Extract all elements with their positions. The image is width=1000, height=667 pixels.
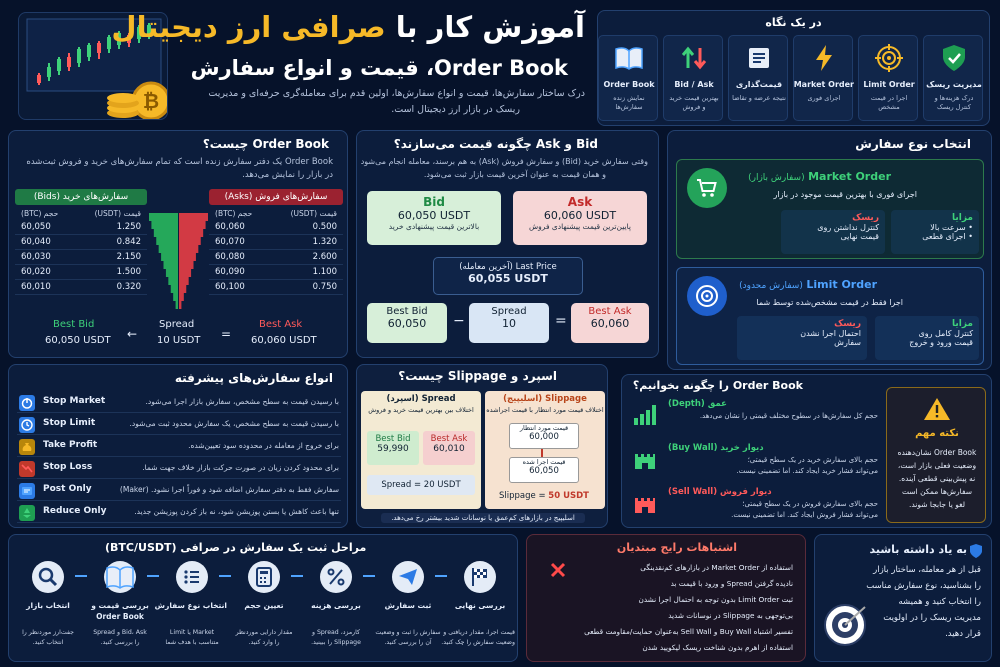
ask-card-label: Ask [567,195,593,209]
glance-item-title: Bid / Ask [674,80,714,89]
executed-price-label: قیمت اجرا شده [522,458,566,466]
depth-ask-step [179,229,203,237]
read-orderbook-row [628,483,880,525]
page-subtitle: Order Book، قیمت و انواع سفارش [190,56,568,80]
orderbook-desc-1: Order Book یک دفتر سفارش زنده است که تمام سفارش‌های خرید و فروش ثبت‌شده [26,157,333,167]
remember-title: به یاد داشته باشید [869,543,967,556]
mistakes-title: اشتباهات رایج مبتدیان [616,541,737,554]
glance-item-desc: نمایش زنده سفارش‌ها [613,94,645,111]
intro-line-1: درک ساختار سفارش‌ها، قیمت و انواع سفارش‌ها، اولین قدم برای معامله‌گری حرفه‌ای و مدیریت [208,88,585,99]
advanced-order-name: Stop Loss [43,462,93,472]
bids-row-volume: 1.500 [116,267,141,277]
bid-card-label: Bid [423,195,445,209]
advanced-order-name: Take Profit [43,440,98,450]
asks-row [209,220,343,235]
flow-step-title: بررسی هزینه [311,601,361,610]
slippage-eq-label: Slippage [499,491,536,501]
slippage-card-title: Slippage (اسلیپیج) [503,394,587,404]
summary-best-ask-value: 60,060 USDT [251,335,317,346]
bid-card-value: 60,050 USDT [397,209,471,222]
depth-bid-step [149,213,178,221]
search-icon [32,561,64,593]
mistake-item: استفاده از اهرم بدون شناخت ریسک لیکویید شدن [642,643,793,652]
power-icon [19,395,35,411]
bids-row-price: 60,050 [21,222,51,232]
bids-col-price: قیمت (USDT) [94,209,141,218]
expected-price-value: 60,000 [529,432,559,442]
last-price-box [433,257,583,295]
asks-row-volume: 0.500 [312,222,337,232]
flow-step-desc-2: وضعیت سفارش را چک کنید. [441,639,515,646]
important-line: Order Book نشان‌دهنده [897,448,977,457]
spread-best-ask [423,431,475,465]
depth-ask-step [179,269,191,277]
last-price-value: 60,055 USDT [468,272,548,285]
important-line: نه پیش‌بینی قطعی آینده. [898,474,976,483]
ask-card [513,191,647,245]
summary-best-bid-label: Best Bid [53,319,95,330]
remember-line: قرار دهید. [945,629,981,639]
target-arrow-icon [821,601,869,649]
advanced-order-desc: برای محدود کردن زیان در صورت حرکت بازار خلاف جهت شما. [142,463,339,472]
asks-row-price: 60,100 [215,282,245,292]
bids-row-price: 60,040 [21,237,51,247]
advanced-order-desc: تنها باعث کاهش یا بستن پوزیشن شود، نه باز کردن پوزیشن جدید. [134,507,339,516]
bids-row-price: 60,010 [21,282,51,292]
depth-ask-step [179,253,196,261]
slippage-equation [499,491,589,501]
depth-bid-step [151,221,178,229]
ask-card-value: 60,060 USDT [543,209,617,222]
spread-card-title: Spread (اسپرد) [386,394,456,404]
intro-line-2: ریسک در بازار ارز دیجیتال است. [391,104,520,115]
depth-bid-step [176,301,178,309]
market-order-heading [748,170,891,183]
close-x-icon [549,561,567,579]
last-price-label: Last Price (آخرین معامله) [459,262,557,272]
depth-ask-step [179,221,206,229]
flow-step-title: انتخاب نوع سفارش [154,601,227,610]
eq-best-bid-value: 60,050 [387,317,427,330]
bids-row [15,265,147,280]
depth-ask-step [179,245,198,253]
read-orderbook-title: Order Book را چگونه بخوانیم؟ [632,379,803,392]
asks-table [209,189,343,309]
advanced-order-row [17,437,341,457]
market-risk-title: ریسک [852,213,879,223]
spread-title: اسپرد و Slippage چیست؟ [398,369,557,383]
bids-row-volume: 2.150 [116,252,141,262]
glance-item-3 [793,35,853,121]
limit-pros-2: قیمت ورود و خروج [909,338,973,347]
limit-risk-title: ریسک [834,319,861,329]
spread-best-ask-label: Best Ask [430,434,468,444]
limit-risk-2: سفارش [834,338,861,347]
asks-row [209,250,343,265]
flow-step-desc-1: کارمزد، Spread و [311,629,361,636]
summary-equals: = [221,327,232,341]
order-flow-panel [8,534,518,662]
flow-step-desc-1: جفت‌ارز موردنظر را [22,629,74,636]
glance-item-5 [663,35,723,121]
shield-icon [969,543,983,559]
mistakes-panel [526,534,806,662]
advanced-order-row [17,459,341,479]
bids-table [15,189,147,309]
advanced-order-row [17,503,341,523]
slippage-eq-value: 50 USDT [548,491,589,501]
read-row-desc-2: می‌تواند فشار فروش ایجاد کند. اما تضمینی نیست. [731,511,878,519]
executed-price-value: 60,050 [529,466,559,476]
limit-risk-1: احتمال اجرا نشدن [800,329,861,338]
bid-card-desc: بالاترین قیمت پیشنهادی خرید [388,222,480,231]
eq-spread-value: 10 [502,317,516,330]
recycle-icon [19,505,35,521]
advanced-order-desc: برای خروج از معامله در محدوده سود تعیین‌شده. [188,441,339,450]
list-icon [176,561,208,593]
remember-heading [869,543,967,556]
flow-step-desc-1: Market یا Limit [169,629,215,636]
read-row-title: دیوار خرید (Buy Wall) [668,443,764,453]
spread-panel [356,364,608,528]
page-title-highlight: صرافی ارز دیجیتال [111,10,386,44]
important-line: وضعیت فعلی بازار است، [897,461,977,470]
depth-bid-step [159,245,178,253]
spread-card [361,391,481,509]
flow-step [229,561,299,659]
read-row-desc-1: حجم کل سفارش‌ها در سطوح مختلف قیمتی را نشان می‌دهد. [699,412,878,420]
asks-row [209,265,343,280]
bidask-desc-2: و همان قیمت به عنوان آخرین قیمت بازار ثبت می‌شود. [423,170,606,179]
glance-item-title: قیمت‌گذاری [735,80,783,89]
mistake-item: بی‌توجهی به Slippage در نوسانات شدید [668,611,793,620]
target-icon [687,276,727,316]
depth-bid-step [171,285,178,293]
chart-down-icon [19,461,35,477]
book-icon [599,42,659,74]
read-row-desc-1: حجم بالای سفارش فروش در یک سطح قیمتی؛ [742,500,878,508]
market-risk-1: کنترل نداشتن روی [817,223,879,232]
read-row-title: عمق (Depth) [668,399,727,409]
market-order-title: Market Order [808,170,891,183]
asks-row-volume: 1.320 [312,237,337,247]
limit-order-card [676,267,984,365]
bids-col-volume: حجم (BTC) [21,209,59,218]
glance-item-title: Order Book [603,80,655,89]
send-icon [392,561,424,593]
clock-icon [19,417,35,433]
glance-item-title: مدیریت ریسک [926,80,982,89]
depth-ask-step [179,237,201,245]
market-order-fa: (سفارش بازار) [748,173,805,183]
bid-card [367,191,501,245]
flow-step-desc-2: را بررسی کنید. [100,639,140,646]
flow-step [301,561,371,659]
glance-item-title: Limit Order [863,80,915,89]
book-icon [104,561,136,593]
depth-ask-step [179,293,184,301]
eq-best-bid-label: Best Bid [386,306,428,317]
ask-card-desc: پایین‌ترین قیمت پیشنهادی فروش [529,222,631,231]
eq-best-ask-value: 60,060 [590,317,630,330]
orderbook-desc-2: در بازار را نمایش می‌دهد. [242,170,333,180]
limit-order-title: Limit Order [806,278,877,291]
market-risk [781,210,885,254]
spread-best-bid-value: 59,990 [377,444,409,454]
advanced-order-row [17,481,341,501]
remember-panel [814,534,992,662]
market-order-card [676,159,984,259]
asks-header: سفارش‌های فروش (Asks) [209,189,343,205]
slippage-note: اسلیپیج در بازارهای کم‌عمق یا نوسانات شدید بیشتر رخ می‌دهد. [381,513,585,523]
bids-row-price: 60,020 [21,267,51,277]
advanced-orders-panel [8,364,348,528]
advanced-orders-title: انواع سفارش‌های پیشرفته [174,371,333,385]
flow-step-title-2: Order Book [96,612,144,621]
flow-step-title: بررسی قیمت و [91,601,149,610]
depth-ask-step [179,213,208,221]
important-note [886,387,986,523]
bids-row [15,250,147,265]
depth-ask-step [179,285,186,293]
svg-text:₿: ₿ [142,89,160,113]
bids-row-price: 60,030 [21,252,51,262]
flow-step-desc-1: سفارش را ثبت و وضعیت [375,629,441,636]
advanced-order-desc: با رسیدن قیمت به سطح مشخص، سفارش بازار اجرا می‌شود. [145,397,339,406]
flow-step [85,561,155,659]
glance-item-4 [728,35,788,121]
glance-item-desc: بهترین قیمت خرید و فروش [669,94,719,111]
arrows-up-down-icon [664,42,724,74]
order-flow-title: مراحل ثبت یک سفارش در صرافی (BTC/USDT) [105,541,367,554]
market-pros-item: • اجرای قطعی [922,232,973,241]
shield-check-icon [924,42,984,74]
lightning-icon [794,42,854,74]
orderbook-title: Order Book چیست؟ [202,137,329,151]
asks-col-price: قیمت (USDT) [290,209,337,218]
flow-step-desc-2: را وارد کنید. [248,639,280,646]
eq-best-ask [571,303,649,343]
advanced-order-row [17,415,341,435]
choose-order-panel [667,130,992,370]
market-order-desc: اجرای فوری با بهترین قیمت موجود در بازار [773,190,917,199]
summary-minus: ← [127,327,138,341]
eq-best-bid [367,303,447,343]
choose-order-title: انتخاب نوع سفارش [855,137,971,151]
glance-item-title: Market Order [793,80,854,89]
glance-item-desc: نتیجه عرضه و تقاضا [732,94,786,102]
slippage-card [485,391,605,509]
bidask-title: Bid و Ask چگونه قیمت می‌سازند؟ [393,137,598,151]
depth-bid-step [156,237,178,245]
expected-price-box [509,423,579,449]
post-icon [19,483,35,499]
target-icon [859,42,919,74]
spread-card-desc: اختلاف بین بهترین قیمت خرید و فروش [368,406,474,414]
summary-spread-value: 10 USDT [157,335,201,346]
limit-risk [737,316,867,360]
asks-row-volume: 1.100 [312,267,337,277]
glance-item-desc: درک هزینه‌ها و کنترل ریسک [934,94,974,111]
remember-line: را بشناسید، نوع سفارش مناسب [866,581,981,591]
calculator-icon [248,561,280,593]
important-line: لغو یا جابجا شوند. [908,500,965,509]
glance-panel [597,10,990,126]
flow-step-desc-2: متناسب با هدف شما [165,639,219,646]
flow-step [154,561,227,659]
mistake-item: ثبت Limit Order بدون توجه به احتمال اجرا نشدن [638,595,793,604]
castle-green-icon [630,445,660,473]
flow-step-desc-1: قیمت اجرا، مقدار دریافتی و [443,629,515,636]
glance-item-6 [598,35,658,121]
flag-icon [464,561,496,593]
asks-row-price: 60,070 [215,237,245,247]
market-risk-2: قیمت نهایی [840,232,879,241]
orderbook-summary [9,315,348,355]
executed-price-box [509,457,579,483]
spread-best-bid-label: Best Bid [375,434,411,444]
flow-step-desc-2: آن را بررسی کنید. [384,639,432,646]
asks-col-volume: حجم (BTC) [215,209,253,218]
orderbook-panel [8,130,348,358]
remember-line: مدیریت ریسک را در اولویت [883,613,981,623]
market-pros [891,210,979,254]
bids-header: سفارش‌های خرید (Bids) [15,189,147,205]
flow-step-desc-1: مقدار دارایی موردنظر [235,629,293,636]
flow-step-desc-1: Bid، Ask و Spread [93,629,147,636]
eq-best-ask-label: Best Ask [588,306,632,317]
glance-item-desc: اجرای فوری [807,94,841,102]
down-arrow-icon [541,449,543,457]
market-pros-item: • سرعت بالا [930,223,973,232]
flow-step-title: بررسی نهایی [454,601,506,610]
slippage-eq-sign: = [538,491,546,501]
market-pros-title: مزایا [951,213,973,223]
summary-best-ask-label: Best Ask [259,319,303,330]
remember-line: قبل از هر معامله، ساختار بازار [873,565,981,575]
percent-icon [320,561,352,593]
advanced-order-name: Reduce Only [43,506,107,516]
cart-icon [687,168,727,208]
important-title: نکته مهم [915,428,959,439]
asks-row [209,280,343,295]
advanced-order-name: Stop Limit [43,418,96,428]
eq-equals: = [555,313,567,329]
depth-ask-step [179,277,189,285]
flow-step-title: ثبت سفارش [384,601,432,610]
spread-best-bid [367,431,419,465]
flow-step-title: تعیین حجم [244,601,284,610]
flow-step [441,561,515,659]
bars-icon [630,401,660,429]
depth-chart [147,201,209,309]
depth-bid-step [168,277,178,285]
advanced-order-name: Stop Market [43,396,106,406]
warning-icon [923,396,951,422]
summary-best-bid-value: 60,050 USDT [45,335,111,346]
important-line: سفارش‌ها ممکن است [901,487,973,496]
spread-equation: Spread = 20 USDT [367,475,475,495]
bids-row-volume: 0.842 [116,237,141,247]
read-row-desc-1: حجم بالای سفارش خرید در یک سطح قیمتی؛ [747,456,878,464]
flow-step-desc-2: Slippage را ببینید. [311,639,361,646]
eq-minus: − [453,313,465,329]
money-bag-icon [19,439,35,455]
read-row-title: دیوار فروش (Sell Wall) [668,487,772,497]
advanced-order-desc: با رسیدن قیمت به سطح مشخص، یک سفارش محدود ثبت می‌شود. [129,419,339,428]
limit-order-fa: (سفارش محدود) [739,281,803,291]
bids-row-volume: 1.250 [116,222,141,232]
bids-row [15,235,147,250]
remember-line: را انتخاب کنید و همیشه [898,597,981,607]
limit-pros-title: مزایا [951,319,973,329]
asks-row-volume: 0.750 [312,282,337,292]
limit-order-heading [739,278,877,291]
eq-spread [469,303,549,343]
asks-row-price: 60,060 [215,222,245,232]
advanced-order-desc: سفارش فقط به دفتر سفارش اضافه شود و فوراً اجرا نشود. (Maker) [119,485,339,494]
glance-item-2 [858,35,918,121]
bids-row [15,280,147,295]
depth-ask-step [179,261,194,269]
advanced-order-row [17,393,341,413]
asks-row [209,235,343,250]
page-title-part1: آموزش کار با [395,10,585,44]
glance-item-desc: اجرا در قیمت مشخص [870,94,908,111]
read-orderbook-panel [621,374,992,528]
slippage-card-desc: اختلاف قیمت مورد انتظار با قیمت اجراشده [486,406,604,414]
read-row-desc-2: می‌تواند فشار خرید ایجاد کند. اما تضمینی نیست. [736,467,878,475]
summary-spread-label: Spread [159,319,195,330]
asks-row-price: 60,080 [215,252,245,262]
flow-step [13,561,83,659]
limit-pros [875,316,979,360]
limit-order-desc: اجرا فقط در قیمت مشخص‌شده توسط شما [756,298,903,307]
depth-bid-step [166,269,178,277]
mistake-item: نادیده گرفتن Spread و ورود با قیمت بد [670,579,793,588]
page-title [111,10,585,44]
depth-bid-step [161,253,178,261]
bidask-panel [356,130,659,358]
depth-ask-step [179,301,181,309]
mistake-item: تفسیر اشتباه Buy Wall و Sell Wall به‌عنوان حمایت/مقاومت قطعی [584,627,793,636]
bids-row-volume: 0.320 [116,282,141,292]
flow-step-desc-2: انتخاب کنید. [32,639,64,646]
limit-pros-1: کنترل کامل روی [918,329,973,338]
flow-step [373,561,443,659]
glance-item-1 [923,35,983,121]
expected-price-label: قیمت مورد انتظار [519,424,569,432]
read-orderbook-row [628,439,880,481]
eq-spread-label: Spread [491,306,527,317]
bidask-desc-1: وقتی سفارش خرید (Bid) و سفارش فروش (Ask) به هم برسند، معامله انجام می‌شود [360,157,648,166]
bids-row [15,220,147,235]
glance-title: در یک نگاه [765,16,822,29]
depth-bid-step [154,229,178,237]
depth-bid-step [164,261,179,269]
castle-red-icon [630,489,660,517]
flow-step-title: انتخاب بازار [26,601,70,610]
spread-best-ask-value: 60,010 [433,444,465,454]
read-orderbook-row [628,395,880,437]
mistake-item: استفاده از Market Order در بازارهای کم‌نقدینگی [640,563,793,572]
depth-bid-step [173,293,178,301]
asks-row-price: 60,090 [215,267,245,277]
price-tag-icon [729,42,789,74]
asks-row-volume: 2.600 [312,252,337,262]
advanced-order-name: Post Only [43,484,92,494]
